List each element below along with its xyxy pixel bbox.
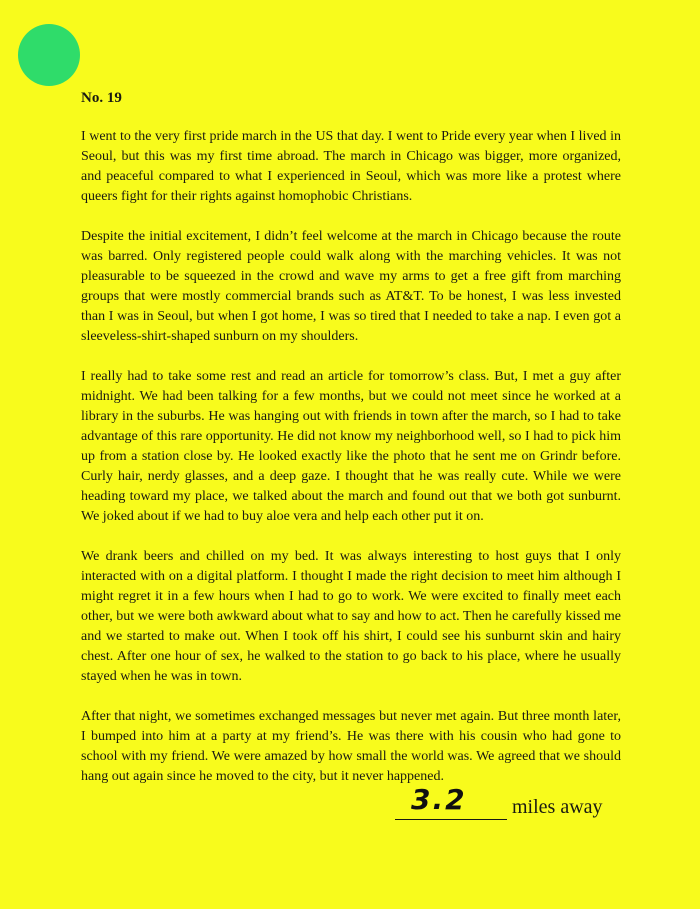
paragraph-5: After that night, we sometimes exchanged messages but never met again. But three month later, I bumped into him at a party at my friend’s. He was there with his cousin who had gone to school with my friend. We were amazed by how small the world was. We agreed that we should hang out again since he moved to the city, but it never happened. bbox=[81, 709, 621, 784]
distance-field bbox=[395, 782, 625, 826]
paragraph-2: Despite the initial excitement, I didn’t feel welcome at the march in Chicago because the route was barred. Only registered people could walk along with the marching vehicles. It was not pleasurable to be squeezed in the crowd and wave my arms to get a free gift from marching groups that were mostly commercial brands such as AT&T. To be honest, I was less invested than I was in Seoul, but when I got home, I was so tired that I needed to take a nap. I even got a sleeveless-shirt-shaped sunburn on my shoulders. bbox=[81, 229, 621, 344]
document-number: No. 19 bbox=[81, 90, 122, 106]
distance-blank-line bbox=[395, 819, 507, 820]
green-dot-sticker bbox=[18, 24, 80, 86]
paragraph-3: I really had to take some rest and read an article for tomorrow’s class. But, I met a guy after midnight. We had been talking for a few months, but we could not meet since he worked at a library in the suburbs. He was hanging out with friends in town after the march, so I had to take advantage of this rare opportunity. He did not know my neighborhood well, so I had to pick him up from a station close by. He looked exactly like the photo that he sent me on Grindr before. Curly hair, nerdy glasses, and a deep gaze. I thought that he was really cute. While we were heading toward my place, we talked about the march and found out that we both got sunburnt. We joked about if we had to buy aloe vera and help each other put it on. bbox=[81, 369, 621, 524]
document-body bbox=[81, 88, 621, 807]
paragraph-4: We drank beers and chilled on my bed. It was always interesting to host guys that I only interacted with on a digital platform. I thought I made the right decision to meet him although I might regret it in a few hours when I had to go to work. We were excited to finally meet each other, but we were both awkward about what to say and how to act. Then he carefully kissed me and we started to make out. When I took off his shirt, I could see his sunburnt skin and hairy chest. After one hour of sex, he walked to the station to go back to his place, where he usually stayed when he was in town. bbox=[81, 549, 621, 684]
paragraph-1: I went to the very first pride march in the US that day. I went to Pride every year when I lived in Seoul, but this was my first time abroad. The march in Chicago was bigger, more organized, and peaceful compared to what I experienced in Seoul, which was more like a protest where queers fight for their rights against homophobic Christians. bbox=[81, 129, 621, 204]
distance-handwritten-value: 3.2 bbox=[411, 783, 467, 816]
distance-unit-label: miles away bbox=[512, 796, 603, 818]
